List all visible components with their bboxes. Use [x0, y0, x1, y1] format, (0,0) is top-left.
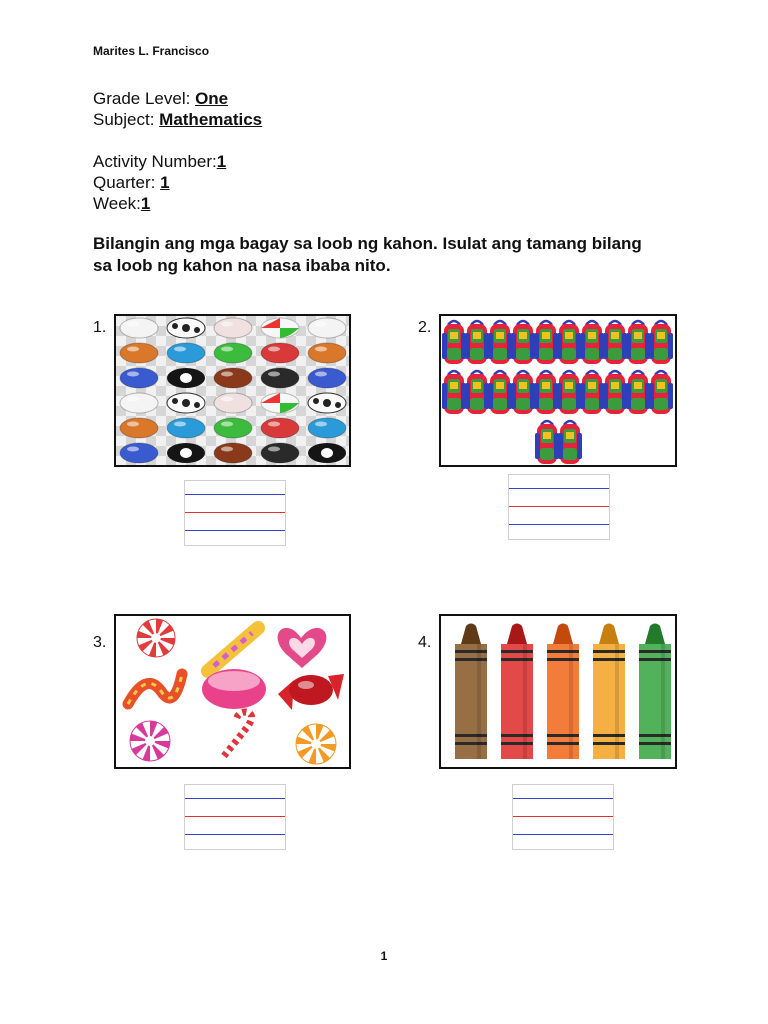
ball [214, 393, 252, 413]
activity-number [93, 151, 226, 172]
backpack [649, 321, 673, 364]
ball [167, 318, 205, 338]
ball [261, 343, 299, 363]
backpack [511, 321, 535, 364]
backpack [465, 321, 489, 364]
crayon [547, 624, 579, 760]
picture-box-crayons [439, 614, 677, 769]
quarter-value: 1 [160, 173, 170, 192]
item-number-1: 1. [93, 319, 107, 336]
backpack [442, 371, 466, 414]
subject-value: Mathematics [159, 110, 263, 129]
ball [120, 368, 158, 388]
backpack [442, 321, 466, 364]
guide-line-middle [185, 816, 285, 817]
answer-box-1[interactable] [184, 480, 286, 546]
quarter [93, 172, 170, 193]
subject-label: Subject: [93, 110, 160, 129]
ball [214, 368, 252, 388]
heart-candy [278, 628, 327, 668]
ball [308, 418, 346, 438]
guide-line-top [185, 798, 285, 799]
backpack [511, 371, 535, 414]
backpack [558, 421, 582, 464]
ball [214, 343, 252, 363]
swirl-lollipop [130, 721, 170, 761]
ball [120, 443, 158, 463]
picture-box-balls [114, 314, 351, 467]
backpack [534, 371, 558, 414]
quarter-label: Quarter: [93, 173, 161, 192]
ball [167, 343, 205, 363]
ball [308, 318, 346, 338]
ball [120, 343, 158, 363]
ball [261, 393, 299, 413]
swirl-lollipop [137, 619, 175, 657]
guide-line-middle [513, 816, 613, 817]
item-number-3: 3. [93, 634, 107, 651]
picture-box-candies [114, 614, 351, 769]
grade-level-value: One [195, 89, 229, 108]
subject [93, 109, 262, 130]
guide-line-bottom [185, 834, 285, 835]
backpack [603, 371, 627, 414]
ball [214, 418, 252, 438]
guide-line-bottom [509, 524, 609, 525]
activity-value: 1 [216, 152, 227, 171]
ball [120, 393, 158, 413]
week-label: Week: [93, 194, 141, 213]
ball [261, 318, 299, 338]
backpack [534, 321, 558, 364]
ball [261, 418, 299, 438]
ball [120, 318, 158, 338]
ball [308, 393, 346, 413]
wrapped-candy [278, 674, 344, 710]
guide-line-top [513, 798, 613, 799]
ball [308, 343, 346, 363]
backpack [580, 321, 604, 364]
ball [120, 418, 158, 438]
ball [308, 443, 346, 463]
backpack [557, 321, 581, 364]
answer-box-3[interactable] [184, 784, 286, 850]
week-value: 1 [140, 194, 151, 213]
ball [167, 418, 205, 438]
answer-box-2[interactable] [508, 474, 610, 540]
candies-picture [116, 616, 349, 767]
backpacks-picture [441, 316, 675, 465]
round-candy [202, 669, 266, 709]
crayon [639, 624, 671, 760]
guide-line-top [185, 494, 285, 495]
backpack [488, 321, 512, 364]
backpack [488, 371, 512, 414]
crayon [501, 624, 533, 760]
backpack [465, 371, 489, 414]
guide-line-middle [509, 506, 609, 507]
backpack [535, 421, 559, 464]
ball [261, 443, 299, 463]
week [93, 193, 150, 214]
backpack [626, 371, 650, 414]
item-number-4: 4. [418, 634, 432, 651]
item-number-2: 2. [418, 319, 432, 336]
crayons-picture [441, 616, 675, 767]
crayon [593, 624, 625, 760]
ball [167, 368, 205, 388]
instructions: Bilangin ang mga bagay sa loob ng kahon. Isulat ang tamang bilang sa loob ng kahon na nasa ibaba nito. [93, 234, 642, 275]
candy-cane [224, 712, 252, 756]
backpack [649, 371, 673, 414]
backpack [603, 321, 627, 364]
picture-box-backpacks [439, 314, 677, 467]
ball [261, 368, 299, 388]
backpack [557, 371, 581, 414]
activity-label: Activity Number: [93, 152, 217, 171]
answer-box-4[interactable] [512, 784, 614, 850]
guide-line-top [509, 488, 609, 489]
guide-line-bottom [185, 530, 285, 531]
backpack [580, 371, 604, 414]
stick-candy [208, 628, 258, 671]
crayon [455, 624, 487, 760]
guide-line-middle [185, 512, 285, 513]
grade-level [93, 88, 228, 109]
ball [308, 368, 346, 388]
ball [167, 393, 205, 413]
ball [214, 443, 252, 463]
ball [214, 318, 252, 338]
grade-level-label: Grade Level: [93, 89, 196, 108]
page-number: 1 [380, 949, 388, 963]
balls-picture [116, 316, 349, 465]
swirl-lollipop [296, 724, 336, 764]
ribbon-candy [128, 674, 182, 704]
author-name: Marites L. Francisco [93, 44, 210, 58]
ball [167, 443, 205, 463]
guide-line-bottom [513, 834, 613, 835]
backpack [626, 321, 650, 364]
